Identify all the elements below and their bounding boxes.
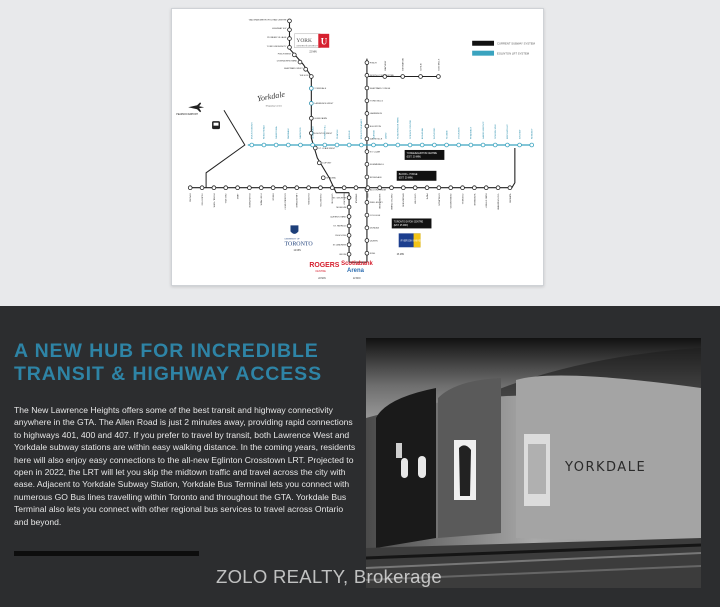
station-label: JANE bbox=[235, 193, 238, 200]
uoft-crest-icon bbox=[290, 225, 298, 233]
rogers-logo-sub: CENTRE bbox=[315, 270, 326, 274]
section-separator bbox=[0, 298, 720, 306]
station-label: EGLINTON bbox=[369, 125, 381, 128]
line1-spadina bbox=[289, 21, 366, 262]
station-label: AVENUE bbox=[348, 130, 351, 140]
station-label: LESLIE bbox=[420, 63, 423, 71]
station-marker bbox=[508, 186, 512, 190]
station-marker bbox=[298, 60, 302, 64]
station-label: LAWRENCE bbox=[369, 113, 383, 116]
station-marker bbox=[484, 186, 488, 190]
station-marker bbox=[347, 243, 351, 247]
station-marker bbox=[292, 53, 296, 57]
uoft-time: 12 MIN bbox=[293, 250, 301, 253]
station-marker bbox=[390, 186, 394, 190]
station-label: DUNDAS bbox=[369, 227, 380, 230]
station-label: LAWRENCE WEST bbox=[314, 103, 334, 106]
station-label: CHRISTIE bbox=[330, 193, 333, 204]
station-label: PHARMACY bbox=[470, 126, 473, 140]
station-label: OAKWOOD bbox=[300, 127, 303, 140]
airport-label: PEARSON AIRPORT bbox=[176, 114, 198, 117]
station-marker bbox=[274, 143, 278, 147]
station-label: DUFFERIN bbox=[307, 193, 310, 205]
station-label: KENNEDY bbox=[531, 128, 534, 140]
station-marker bbox=[330, 186, 334, 190]
station-label: NORTH YORK CENTRE bbox=[369, 75, 394, 78]
callout-time: (EST. 20 MIN) bbox=[406, 156, 421, 159]
station-label: KIPLING bbox=[188, 193, 191, 203]
station-marker bbox=[188, 186, 192, 190]
station-label: BAY bbox=[366, 193, 369, 198]
station-marker bbox=[335, 143, 339, 147]
ryerson-text: RYERSON UNIVERSITY bbox=[400, 239, 428, 243]
station-label: WARDEN bbox=[508, 193, 511, 204]
station-marker bbox=[408, 143, 412, 147]
station-marker bbox=[384, 143, 388, 147]
station-marker bbox=[321, 176, 325, 180]
rogers-time: 22 MIN bbox=[318, 278, 326, 281]
station-marker bbox=[317, 161, 321, 165]
station-marker bbox=[365, 150, 369, 154]
station-marker bbox=[347, 224, 351, 228]
scotiabank-time: 22 MIN bbox=[353, 278, 361, 281]
legend-lrt-swatch bbox=[472, 51, 494, 56]
station-label: OSSINGTON bbox=[318, 193, 321, 207]
york-logo-text: YORK bbox=[296, 37, 312, 44]
station-marker bbox=[496, 186, 500, 190]
station-label: ST. PATRICK bbox=[333, 225, 347, 228]
yorkdale-station-photo bbox=[366, 338, 701, 588]
section-heading bbox=[14, 340, 354, 386]
line-bloor bbox=[188, 148, 515, 188]
station-label: RUNNYMEDE bbox=[247, 193, 250, 208]
station-label: CHESTER bbox=[413, 193, 416, 205]
station-marker bbox=[288, 28, 292, 32]
station-marker bbox=[365, 239, 369, 243]
station-marker bbox=[295, 186, 299, 190]
station-label: OSGOODE bbox=[334, 235, 347, 238]
station-label: QUEEN'S PARK bbox=[330, 216, 347, 219]
station-marker bbox=[437, 186, 441, 190]
station-marker bbox=[354, 186, 358, 190]
station-marker bbox=[307, 186, 311, 190]
station-label: HIGHWAY 407 bbox=[272, 28, 287, 31]
station-marker bbox=[309, 101, 313, 105]
station-label: CHAPLIN bbox=[336, 129, 339, 140]
station-marker bbox=[413, 186, 417, 190]
photo-poster-figure bbox=[459, 445, 471, 496]
station-label: UNION bbox=[339, 254, 347, 257]
station-marker bbox=[365, 61, 369, 65]
station-label: AGA KHAN bbox=[421, 127, 424, 140]
scotiabank-logo: Scotiabank bbox=[341, 261, 373, 268]
station-label: BIRCHMOUNT bbox=[507, 124, 510, 140]
station-label: BESSARION bbox=[402, 57, 405, 71]
station-label: BATHURST bbox=[342, 193, 345, 206]
station-label: VICTORIA PARK bbox=[496, 193, 499, 211]
station-marker bbox=[481, 143, 485, 147]
station-label: FAIRBANK bbox=[288, 128, 291, 140]
station-marker bbox=[365, 73, 369, 77]
station-label: DOWNSVIEW PARK bbox=[276, 60, 298, 63]
station-marker bbox=[365, 201, 369, 205]
heading-line-2: TRANSIT & HIGHWAY ACCESS bbox=[14, 363, 322, 385]
station-marker bbox=[493, 143, 497, 147]
station-label: FINCH bbox=[369, 62, 377, 65]
york-logo-sub: UNIVERSITÉ UNIVERSITY bbox=[296, 45, 319, 48]
station-label: ST. GEORGE bbox=[332, 197, 347, 200]
station-label: GLENCAIRN bbox=[314, 118, 327, 121]
yorkdale-logo-sub: Shopping Centre bbox=[265, 105, 282, 108]
station-label: WELLESLEY bbox=[369, 202, 383, 205]
station-label: DAVISVILLE bbox=[369, 138, 383, 141]
station-marker bbox=[469, 143, 473, 147]
station-label: VAUGHAN METROPOLITAN CENTRE bbox=[248, 19, 287, 22]
union-time: 26 MIN bbox=[396, 254, 405, 257]
station-label: CEDARVALE bbox=[312, 126, 315, 140]
station-label: QUEEN bbox=[369, 240, 378, 243]
station-label: MOUNT DENNIS bbox=[251, 122, 254, 140]
station-marker bbox=[518, 143, 522, 147]
station-label: YORK MILLS bbox=[369, 100, 383, 103]
station-label: SPADINA bbox=[354, 193, 357, 204]
station-label: GOLDEN MILE bbox=[495, 124, 498, 140]
station-label: ST. ANDREW bbox=[332, 244, 347, 247]
station-marker bbox=[472, 186, 476, 190]
station-marker bbox=[309, 116, 313, 120]
station-marker bbox=[259, 186, 263, 190]
york-time: 22 MIN bbox=[309, 51, 317, 54]
legend-subway-label: CURRENT SUBWAY SYSTEM bbox=[496, 41, 536, 46]
station-label: DONLANDS bbox=[437, 193, 440, 206]
station-marker bbox=[200, 186, 204, 190]
station-label: KEELE bbox=[271, 193, 274, 201]
station-marker bbox=[347, 143, 351, 147]
station-marker bbox=[323, 143, 327, 147]
transit-map-svg bbox=[172, 9, 543, 285]
station-marker bbox=[271, 186, 275, 190]
station-label: YORKDALE bbox=[314, 88, 327, 91]
station-label: PIONEER VILLAGE bbox=[267, 37, 287, 40]
station-marker bbox=[401, 186, 405, 190]
station-marker bbox=[299, 143, 303, 147]
uoft-top: UNIVERSITY OF bbox=[284, 238, 300, 241]
station-marker bbox=[304, 67, 308, 71]
callout-label: TORONTO EATON CENTRE bbox=[393, 221, 424, 224]
station-marker bbox=[288, 46, 292, 50]
station-marker bbox=[506, 143, 510, 147]
station-marker bbox=[347, 233, 351, 237]
station-marker bbox=[347, 196, 351, 200]
station-label: HAKIMI LEBOVIC bbox=[482, 121, 485, 140]
station-label: KING bbox=[369, 253, 376, 256]
station-marker bbox=[212, 186, 216, 190]
station-marker bbox=[457, 143, 461, 147]
callout-time: (EST. 20 MIN) bbox=[398, 177, 413, 180]
station-marker bbox=[530, 143, 534, 147]
yorkdale-logo: Yorkdale bbox=[256, 89, 286, 104]
station-label: SUNNYBROOK PARK bbox=[397, 117, 400, 140]
station-marker bbox=[365, 137, 369, 141]
station-marker bbox=[347, 215, 351, 219]
station-label: HIGH PARK bbox=[259, 193, 262, 206]
scotiabank-logo-sub: Arena bbox=[347, 268, 364, 275]
station-label: KEELESDALE bbox=[263, 124, 266, 140]
section-body: The New Lawrence Heights offers some of the best transit and highway connectivity anywhere in the GTA. The Allen Road is just 2 minutes away, providing rapid connections to highways 401, 400 and 407. If you prefer to travel by transit, both Lawrence West and Yorkdale subway stations are within easy walking distance. In the coming years, residents here will also enjoy easy connections to the all-new Eglinton Crosstown LRT. Projected to open in 2022, the LRT will let you skip the midtown traffic and travel across the city with ease. Adjacent to Yorkdale Subway Station, Yorkdale Bus Terminal lets you connect with numerous GO Bus lines travelling within Toronto and throughout the GTA. Yorkdale Bus Terminal also lets you connect with other regional bus services to travel across Ontario and beyond. bbox=[14, 405, 356, 527]
photo-station-sign: YORKDALE bbox=[565, 460, 647, 475]
station-label: DUPONT bbox=[322, 162, 332, 165]
station-label: SHEPPARD-YONGE bbox=[369, 87, 391, 90]
station-label: BAYVIEW bbox=[384, 60, 387, 71]
rogers-logo: ROGERS bbox=[309, 262, 340, 270]
station-marker bbox=[359, 143, 363, 147]
station-marker bbox=[365, 99, 369, 103]
station-label: WYNFORD bbox=[434, 127, 437, 140]
heading-line-1: A NEW HUB FOR INCREDIBLE bbox=[14, 340, 319, 362]
train-icon bbox=[212, 121, 220, 129]
station-label: FOREST HILL bbox=[324, 125, 327, 140]
legend-subway-swatch bbox=[472, 41, 494, 46]
station-marker bbox=[365, 124, 369, 128]
station-label: MUSEUM bbox=[336, 206, 347, 209]
station-marker bbox=[365, 175, 369, 179]
transit-map bbox=[171, 8, 544, 286]
station-marker bbox=[286, 143, 290, 147]
station-marker bbox=[396, 143, 400, 147]
station-marker bbox=[372, 143, 376, 147]
station-marker bbox=[365, 162, 369, 166]
station-marker bbox=[342, 186, 346, 190]
line-airport bbox=[206, 110, 245, 187]
station-label: DON MILLS bbox=[438, 58, 441, 71]
station-label: ROSEDALE bbox=[369, 176, 382, 179]
station-marker bbox=[445, 143, 449, 147]
station-marker bbox=[311, 143, 315, 147]
station-label: SPADINA bbox=[326, 177, 336, 180]
station-marker bbox=[224, 186, 228, 190]
station-label: MOUNT PLEASANT bbox=[361, 119, 364, 140]
station-marker bbox=[250, 143, 254, 147]
station-marker bbox=[401, 75, 405, 79]
station-marker bbox=[248, 186, 252, 190]
station-marker bbox=[365, 251, 369, 255]
station-label: CASTLE FRANK bbox=[389, 193, 392, 211]
station-label: SCIENCE CENTRE bbox=[409, 119, 412, 140]
station-label: O'CONNOR bbox=[458, 127, 461, 140]
station-marker bbox=[365, 213, 369, 217]
station-label: ST. CLAIR bbox=[369, 151, 381, 154]
york-logo-u: U bbox=[320, 36, 328, 47]
station-label: WOODBINE bbox=[472, 193, 475, 206]
station-label: EGLINTON WEST bbox=[314, 132, 333, 135]
callout-label: BLOOR + YONGE bbox=[398, 173, 418, 176]
station-marker bbox=[419, 75, 423, 79]
station-marker bbox=[365, 112, 369, 116]
station-marker bbox=[283, 186, 287, 190]
station-label: CALEDONIA bbox=[275, 126, 278, 140]
station-label: IONVIEW bbox=[519, 129, 522, 140]
legend-lrt-label: EGLINTON LRT SYSTEM bbox=[496, 51, 530, 56]
uoft-name: TORONTO bbox=[284, 241, 313, 248]
airplane-icon bbox=[188, 102, 204, 112]
callout-label: YONGE/EGLINTON CENTRE bbox=[406, 152, 437, 155]
station-marker bbox=[365, 86, 369, 90]
station-marker bbox=[309, 87, 313, 91]
station-marker bbox=[437, 75, 441, 79]
station-label: SLOANE bbox=[446, 130, 449, 140]
station-marker bbox=[319, 186, 323, 190]
station-label: ISLINGTON bbox=[200, 193, 203, 206]
station-marker bbox=[365, 226, 369, 230]
station-marker bbox=[347, 252, 351, 256]
station-marker bbox=[425, 186, 429, 190]
station-label: PAPE bbox=[425, 193, 428, 200]
yorkdale-photo-svg bbox=[366, 338, 701, 588]
station-label: FINCH WEST bbox=[277, 53, 292, 56]
station-marker bbox=[309, 75, 313, 79]
station-marker bbox=[288, 37, 292, 41]
station-label: GREENWOOD bbox=[449, 193, 452, 209]
station-label: WILSON bbox=[299, 75, 309, 78]
station-label: LAIRD bbox=[385, 132, 388, 140]
station-label: SUMMERHILL bbox=[369, 164, 385, 167]
station-label: COLLEGE bbox=[369, 214, 381, 217]
station-marker bbox=[461, 186, 465, 190]
station-marker bbox=[262, 143, 266, 147]
station-label: BLOOR-YONGE bbox=[369, 189, 387, 192]
station-label: OLD MILL bbox=[224, 193, 227, 204]
callout-time: (EST. 25 MIN) bbox=[393, 225, 408, 228]
station-label: ST. CLAIR WEST bbox=[318, 147, 336, 150]
station-label: SHEPPARD WEST bbox=[284, 67, 303, 70]
station-label: COXWELL bbox=[460, 193, 463, 205]
station-label: LEASIDE bbox=[373, 129, 376, 140]
station-label: MAIN STREET bbox=[484, 193, 487, 209]
watermark: ZOLO REALTY, Brokerage bbox=[216, 566, 442, 587]
station-marker bbox=[236, 186, 240, 190]
station-label: DUNDAS WEST bbox=[283, 193, 286, 210]
station-label: LANSDOWNE bbox=[295, 193, 298, 208]
accent-bar bbox=[14, 551, 199, 556]
station-marker bbox=[288, 19, 292, 23]
station-label: SHERBOURNE bbox=[378, 193, 381, 209]
station-label: BROADVIEW bbox=[401, 193, 404, 207]
station-marker bbox=[449, 186, 453, 190]
station-marker bbox=[347, 205, 351, 209]
station-marker bbox=[420, 143, 424, 147]
station-label: YORK UNIVERSITY bbox=[266, 45, 287, 48]
station-label: ROYAL YORK bbox=[212, 193, 215, 208]
station-marker bbox=[432, 143, 436, 147]
